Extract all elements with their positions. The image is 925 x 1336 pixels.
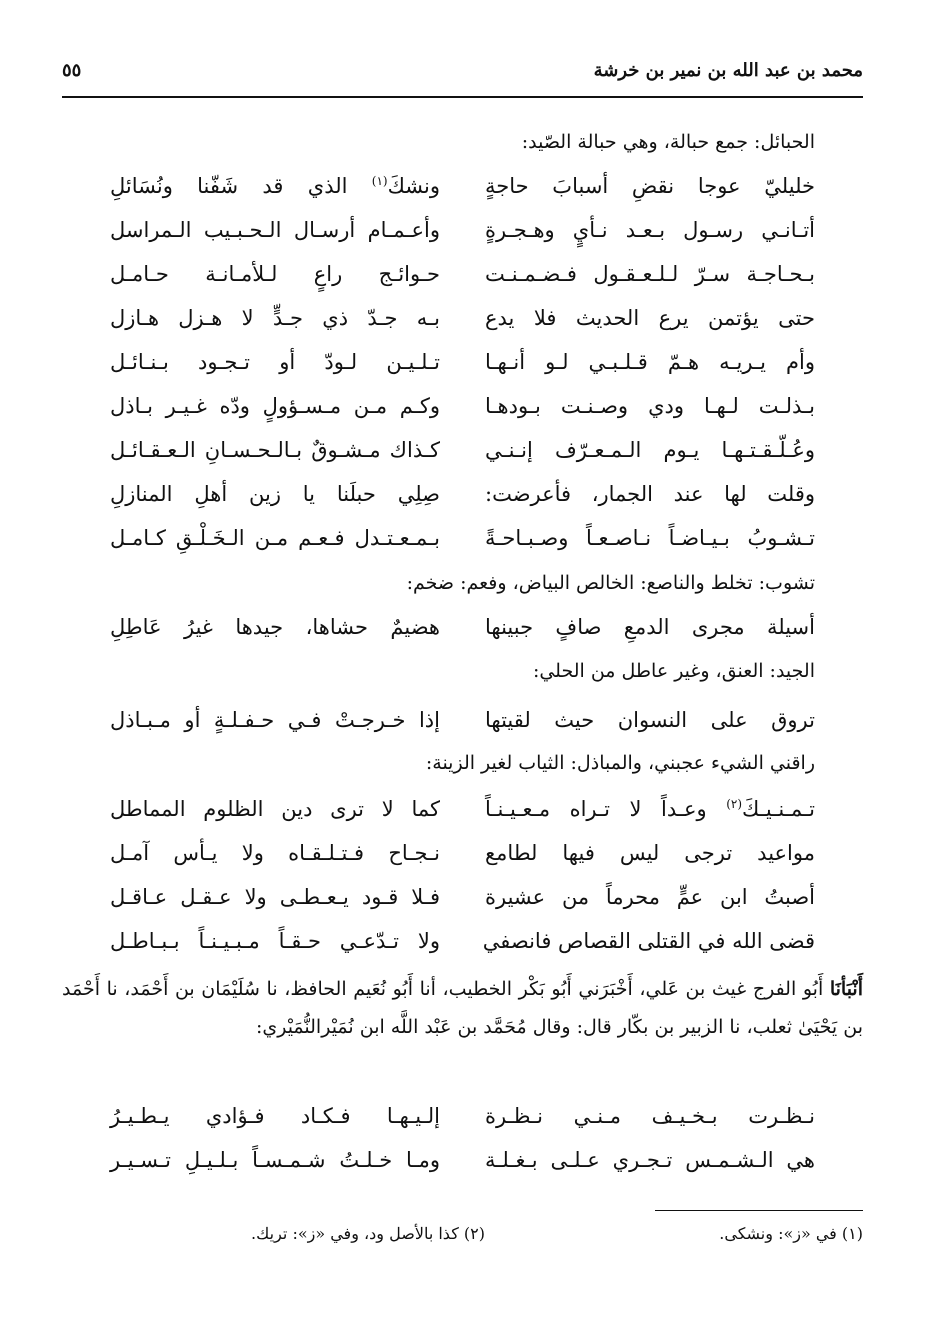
verse-first-hemistich: وقلت لها عند الجمار، فأعرضت: (485, 482, 815, 506)
verse-line (110, 1104, 815, 1144)
footnote-1: (١) في «ز»: ونشكى. (719, 1224, 863, 1243)
gloss-line: تشوب: تخلط والناصع: الخالص البياض، وفعم: ضخم: (406, 572, 815, 594)
gloss-line: الحبائل: جمع حبالة، وهي حبالة الصّيد: (521, 131, 815, 153)
page-number: ٥٥ (62, 60, 82, 81)
header-rule (62, 96, 863, 98)
verse-second-hemistich: صِلِي حبلَنا يا زين أهلِ المنازلِ (110, 482, 440, 506)
verse-second-hemistich: نـجـاح فـتـلـقـاه ولا يـأس آمـل (110, 841, 440, 865)
verse-line (110, 929, 815, 969)
verse-line (110, 615, 815, 655)
verse-second-hemistich: إذا خـرجـتْ فـي حـفـلـةٍ أو مـبـاذل (110, 708, 440, 732)
verse-line (110, 841, 815, 881)
verse-second-hemistich: كـذاك مـشـوقٌ بـالـحـسـانِ الـعـقـائـل (110, 438, 440, 462)
verse-line (110, 394, 815, 434)
verse-first-hemistich: نـظـرت بـخـيـف مـنـي نـظـرة (485, 1104, 815, 1128)
footnote-marker: (١) (371, 174, 388, 188)
verse-first-hemistich: تـشـوبُ بـيـاضـاً نـاصـعـاً وصـبـاحـةً (485, 526, 815, 550)
verse-second-hemistich: تـلـيـن لـودّ أو تـجـود بـنـائـل (110, 350, 440, 374)
running-title: محمد بن عبد الله بن نمير بن خرشة (593, 60, 863, 81)
verse-second-hemistich: بـه جـدّ ذي جـدٍّ لا هـزل هـازل (110, 306, 440, 330)
verse-first-hemistich: مواعيد ترجى ليس فيها لطامع (485, 841, 815, 865)
verse-first-hemistich: وأم يـريـه هـمّ قـلـبـي لـو أنـهـا (485, 350, 815, 374)
verse-first-hemistich: أسيلة مجرى الدمعِ صافٍ جبينها (485, 615, 815, 639)
isnad-lead: أَنْبَأنَا (829, 978, 863, 1000)
footnote-marker: (٢) (726, 797, 743, 811)
verse-line (110, 1148, 815, 1188)
gloss-line: راقني الشيء عجبني، والمباذل: الثياب لغير الزينة: (425, 752, 815, 774)
verse-line (110, 174, 815, 214)
isnad-paragraph (62, 970, 863, 1046)
verse-second-hemistich: إلـيـهـا فـكـاد فـؤادي يـطـيـرُ (110, 1104, 440, 1128)
verse-line (110, 306, 815, 346)
verse-first-hemistich: هي الـشـمـس تـجـري عـلـى بـغـلـة (485, 1148, 815, 1172)
verse-first-hemistich: قضى الله في القتلى القصاص فانصفي (482, 929, 815, 953)
isnad-text: أَبُو الفرج غيث بن عَلي، أَخْبَرَني أَبُو بَكْر الخطيب، أنا أَبُو نُعَيم الحافظ، نا سُلَيْمَان بن أَحْمَد، نا أَحْمَد بن يَحْيَىٰ ثعلب، نا الزبير بن بكّار قال: وقال مُحَمَّد بن عَبْد اللَّه ابن نُمَيْرالنُّمَيْري: (62, 978, 863, 1038)
verse-text: وعـداً لا تـراه مـعـيـنـاً (485, 797, 727, 821)
verse-second-hemistich: فـلا قـود يـعـطـى ولا عـقـل عـاقـل (110, 885, 440, 909)
verse-line (110, 482, 815, 522)
footnote-rule (655, 1210, 863, 1211)
verse-line (110, 526, 815, 566)
verse-second-hemistich: وكـم مـن مـسـؤولٍ ودّه غـيـر بـاذل (110, 394, 440, 418)
running-head (62, 60, 863, 90)
verse-text: تـمـنـيـكَ (742, 797, 815, 821)
verse-line (110, 797, 815, 837)
verse-line (110, 262, 815, 302)
verse-line (110, 885, 815, 925)
verse-second-hemistich: بـمـعـتـدل فـعـم مـن الـخَـلْـقِ كـامـل (110, 526, 440, 550)
verse-first-hemistich (485, 797, 815, 821)
verse-line (110, 708, 815, 748)
verse-line (110, 350, 815, 390)
verse-first-hemistich: أصبتُ ابن عمٍّ محرماً من عشيرة (485, 885, 815, 909)
verse-line (110, 218, 815, 258)
verse-first-hemistich: خليليّ عوجا نقضِ أسبابَ حاجةٍ (485, 174, 815, 198)
verse-second-hemistich (110, 174, 440, 198)
verse-first-hemistich: تروق على النسوان حيث لقيتها (485, 708, 815, 732)
verse-text: الذي قد شَفّنا ونُسَائلِ (110, 174, 372, 198)
footnote-2: (٢) كذا بالأصل ود، وفي «ز»: تريك. (251, 1224, 485, 1243)
verse-line (110, 438, 815, 478)
verse-second-hemistich: وأعـمـام أرسـال الـحـبـيب الـمراسل (110, 218, 440, 242)
verse-first-hemistich: بـحـاجـة سـرّ لـلـعـقـول فـضـمـنـت (485, 262, 815, 286)
verse-first-hemistich: أتـانـي رسـول بـعـد نـأيٍ وهـجـرةٍ (485, 218, 815, 242)
verse-first-hemistich: بـذلـت لـهـا ودي وصـنـت بـودهـا (485, 394, 815, 418)
verse-second-hemistich: كما لا ترى دين الظلوم المماطل (110, 797, 440, 821)
gloss-line: الجيد: العنق، وغير عاطل من الحلي: (532, 660, 815, 682)
verse-first-hemistich: حتى يؤتمن يرع الحديث فلا يدع (485, 306, 815, 330)
verse-second-hemistich: حـوائـج راعٍ لـلأمـانـة حـامـل (110, 262, 440, 286)
verse-first-hemistich: وعُـلّـقـتـهـا يـوم الـمـعـرّف إنـنـي (485, 438, 815, 462)
verse-second-hemistich: هضيمٌ حشاها، جيدها غيرُ عَاطِلِ (110, 615, 440, 639)
verse-second-hemistich: ولا تـدّعـي حـقـاً مـبـيـنـاً بـبـاطـل (110, 929, 440, 953)
verse-text: ونشكَ (387, 174, 440, 198)
verse-second-hemistich: ومـا خـلـتُ شـمـسـاً بـلـيـلِ تـسـيـر (110, 1148, 440, 1172)
